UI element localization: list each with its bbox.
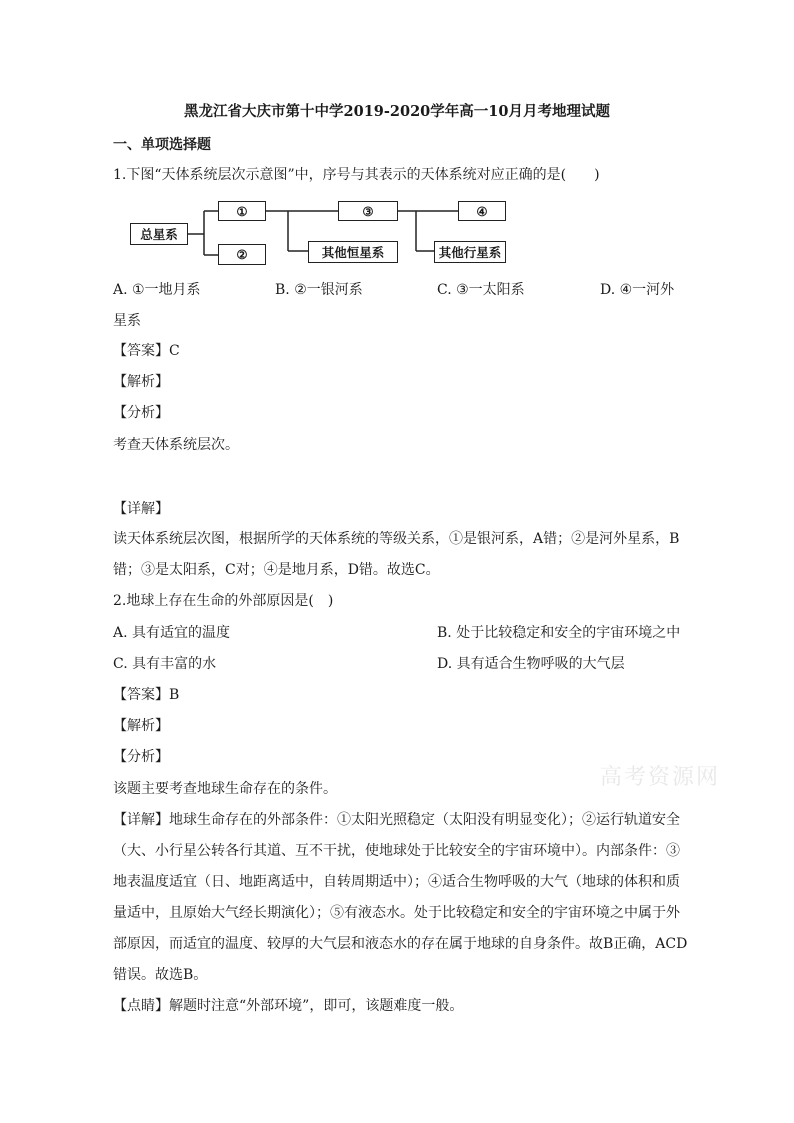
q2-option-d: D. 具有适合生物呼吸的大气层 bbox=[437, 656, 625, 672]
q2-stem: 2.地球上存在生命的外部原因是( ) bbox=[113, 593, 334, 609]
watermark: 高考资源网 bbox=[600, 765, 721, 790]
diagram-node-root: 总星系 bbox=[130, 223, 188, 245]
q1-answer: 【答案】C bbox=[113, 343, 180, 359]
q1-option-d-wrap: 星系 bbox=[113, 313, 141, 329]
q1-detail-label: 【详解】 bbox=[113, 501, 169, 517]
q1-option-b: B. ②一银河系 bbox=[275, 282, 363, 298]
q2-detail-line: 量适中，且原始大气经长期演化）；⑤有液态水。处于比较稳定和安全的宇宙环境之中属于外 bbox=[113, 905, 680, 921]
q2-analysis: 该题主要考查地球生命存在的条件。 bbox=[113, 781, 337, 797]
q2-detail-line: 错误。故选B。 bbox=[113, 967, 208, 983]
diagram-node-1: ① bbox=[218, 201, 266, 221]
q1-analysis: 考查天体系统层次。 bbox=[113, 437, 239, 453]
diagram-node-other-planet: 其他行星系 bbox=[434, 241, 506, 263]
diagram-node-3: ③ bbox=[338, 201, 398, 221]
q2-jiexi: 【解析】 bbox=[113, 718, 169, 734]
q1-option-d: D. ④一河外 bbox=[600, 282, 675, 298]
q2-fenxi: 【分析】 bbox=[113, 749, 169, 765]
q2-option-a: A. 具有适宜的温度 bbox=[113, 625, 231, 641]
q2-detail-line: 部原因，而适宜的温度、较厚的大气层和液态水的存在属于地球的自身条件。故B正确，ACD bbox=[113, 936, 688, 952]
q2-detail-line: 地表温度适宜（日、地距离适中，自转周期适中）；④适合生物呼吸的大气（地球的体积和质 bbox=[113, 874, 680, 890]
q1-detail-line: 错；③是太阳系，C对；④是地月系，D错。故选C。 bbox=[113, 562, 440, 578]
q2-tip: 【点睛】解题时注意“外部环境”，即可，该题难度一般。 bbox=[113, 998, 464, 1014]
q2-detail-line: （大、小行星公转各行其道、互不干扰，使地球处于比较安全的宇宙环境中）。内部条件：③ bbox=[113, 843, 680, 859]
q2-detail-line: 【详解】地球生命存在的外部条件：①太阳光照稳定（太阳没有明显变化）；②运行轨道安全 bbox=[113, 812, 680, 828]
q2-option-c: C. 具有丰富的水 bbox=[113, 656, 217, 672]
q1-fenxi: 【分析】 bbox=[113, 405, 169, 421]
diagram-node-4: ④ bbox=[458, 201, 506, 221]
page-title: 黑龙江省大庆市第十中学2019-2020学年高一10月月考地理试题 bbox=[184, 103, 610, 120]
q1-jiexi: 【解析】 bbox=[113, 374, 169, 390]
q2-option-b: B. 处于比较稳定和安全的宇宙环境之中 bbox=[437, 625, 681, 641]
diagram-node-other-star: 其他恒星系 bbox=[308, 241, 398, 263]
q1-option-a: A. ①一地月系 bbox=[113, 282, 201, 298]
section-heading: 一、单项选择题 bbox=[113, 137, 211, 153]
q1-option-c: C. ③一太阳系 bbox=[437, 282, 525, 298]
q2-answer: 【答案】B bbox=[113, 687, 180, 703]
q1-detail-line: 读天体系统层次图，根据所学的天体系统的等级关系，①是银河系，A错；②是河外星系，B bbox=[113, 531, 680, 547]
diagram-node-2: ② bbox=[218, 244, 266, 265]
q1-stem: 1.下图“天体系统层次示意图”中，序号与其表示的天体系统对应正确的是( ) bbox=[113, 167, 600, 183]
